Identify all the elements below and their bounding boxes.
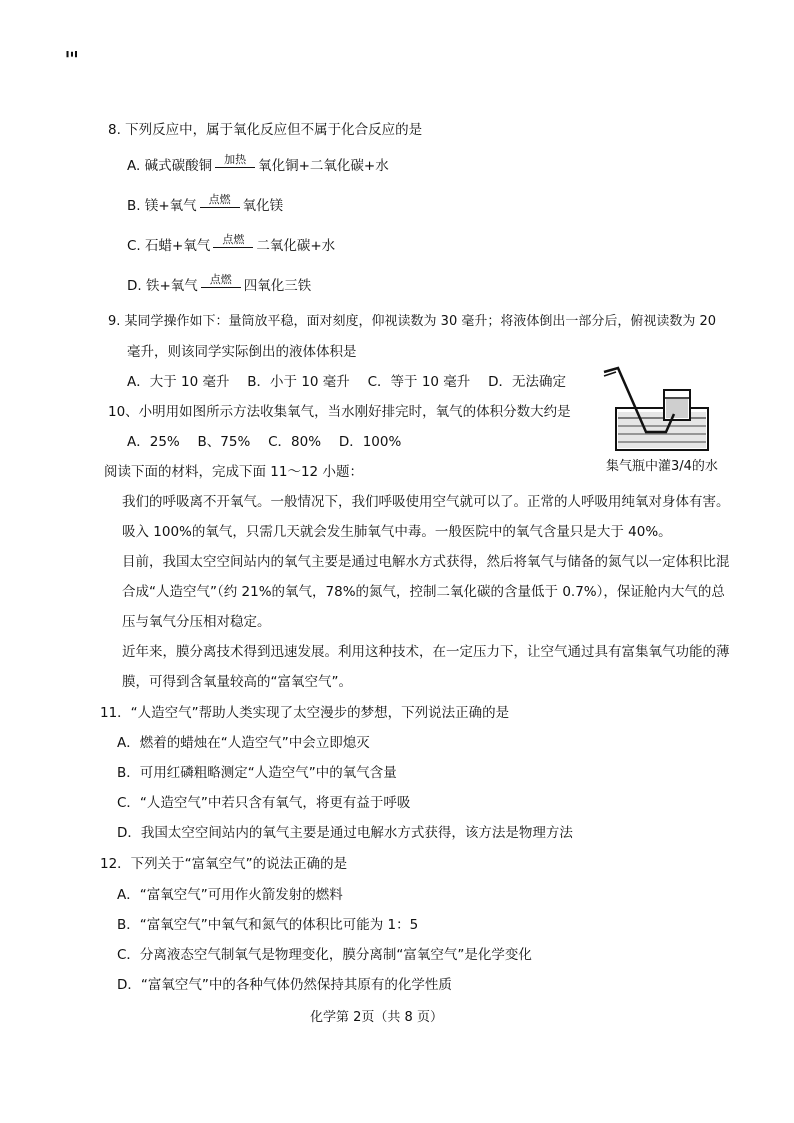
reaction-condition: 点燃 [208, 193, 231, 206]
reaction-arrow [211, 233, 255, 254]
q9-stem-line1: 9. 某同学操作如下：量筒放平稳，面对刻度，仰视读数为 30 毫升；将液体倒出一部分后，俯视读数为 20 [108, 314, 717, 329]
q10-stem: 10、小明用如图所示方法收集氧气，当水刚好排完时，氧气的体积分数大约是 [108, 404, 571, 420]
q12-option-a: A．“富氧空气”可用作火箭发射的燃料 [117, 887, 343, 903]
q8-option-c [127, 234, 335, 254]
q8-c-reactant: 石蜡+氧气 [145, 238, 211, 254]
q11-option-c: C．“人造空气”中若只含有氧气，将更有益于呼吸 [117, 795, 411, 811]
reading-p2-line3: 压与氧气分压相对稳定。 [122, 614, 271, 630]
q11-option-b: B．可用红磷粗略测定“人造空气”中的氧气含量 [117, 765, 397, 781]
q11-stem: 11．“人造空气”帮助人类实现了太空漫步的梦想，下列说法正确的是 [100, 705, 510, 721]
q8-a-reactant: 碱式碳酸铜 [144, 158, 213, 174]
q8-c-letter: C. [127, 238, 141, 254]
q10-options: A．25% B、75% C．80% D．100% [127, 434, 402, 450]
q8-d-reactant: 铁+氧气 [145, 278, 198, 294]
reading-p1-line2: 吸入 100%的氧气，只需几天就会发生肺氧气中毒。一般医院中的氧气含量只是大于 40%。 [122, 524, 672, 540]
q8-d-letter: D. [127, 278, 142, 294]
q8-option-a [127, 154, 389, 174]
q9-options: A．大于 10 毫升 B．小于 10 毫升 C．等于 10 毫升 D．无法确定 [127, 374, 566, 390]
q8-b-reactant: 镁+氧气 [144, 198, 197, 214]
reading-p1-line1: 我们的呼吸离不开氧气。一般情况下，我们呼吸使用空气就可以了。正常的人呼吸用纯氧对身体有害。 [122, 494, 730, 510]
reading-p2-line2: 合成“人造空气”（约 21%的氧气，78%的氮气，控制二氧化碳的含量低于 0.7%），保证舱内大气的总 [122, 584, 725, 600]
reaction-condition: 加热 [224, 153, 247, 166]
reaction-condition: 点燃 [209, 273, 232, 286]
q8-d-product: 四氧化三铁 [243, 278, 312, 294]
q8-b-product: 氧化镁 [242, 198, 284, 214]
q11-option-a: A．燃着的蜡烛在“人造空气”中会立即熄灭 [117, 735, 370, 751]
q12-stem: 12．下列关于“富氧空气”的说法正确的是 [100, 856, 348, 872]
q12-option-d: D．“富氧空气”中的各种气体仍然保持其原有的化学性质 [117, 977, 452, 993]
q8-stem: 8. 下列反应中，属于氧化反应但不属于化合反应的是 [108, 122, 423, 138]
q8-option-b [127, 194, 283, 214]
q12-option-b: B．“富氧空气”中氧气和氮气的体积比可能为 1：5 [117, 917, 419, 933]
reaction-arrow [199, 273, 243, 294]
corner-mark: Ξ [62, 49, 79, 59]
figure-caption: 集气瓶中灌3/4的水 [606, 459, 718, 474]
reading-p3-line2: 膜，可得到含氧量较高的“富氧空气”。 [122, 674, 352, 690]
reading-p3-line1: 近年来，膜分离技术得到迅速发展。利用这种技术，在一定压力下，让空气通过具有富集氧气功能的薄 [122, 644, 730, 660]
q8-a-letter: A. [127, 158, 141, 174]
reading-p2-line1: 目前，我国太空空间站内的氧气主要是通过电解水方式获得，然后将氧气与储备的氮气以一定体积比混 [122, 554, 730, 570]
q8-c-product: 二氧化碳+水 [256, 238, 336, 254]
q11-option-d: D．我国太空空间站内的氧气主要是通过电解水方式获得，该方法是物理方法 [117, 825, 573, 841]
q9-stem-line2: 毫升，则该同学实际倒出的液体体积是 [127, 344, 357, 360]
reaction-arrow [213, 153, 257, 174]
page-footer: 化学第 2页（共 8 页） [310, 1010, 443, 1025]
reading-intro: 阅读下面的材料，完成下面 11～12 小题： [104, 464, 363, 480]
q8-a-product: 氧化铜+二氧化碳+水 [258, 158, 389, 174]
q8-option-d [127, 274, 311, 294]
reaction-arrow [198, 193, 242, 214]
q12-option-c: C．分离液态空气制氧气是物理变化，膜分离制“富氧空气”是化学变化 [117, 947, 532, 963]
q8-b-letter: B. [127, 198, 141, 214]
gas-collection-figure [596, 362, 716, 454]
reaction-condition: 点燃 [222, 233, 245, 246]
